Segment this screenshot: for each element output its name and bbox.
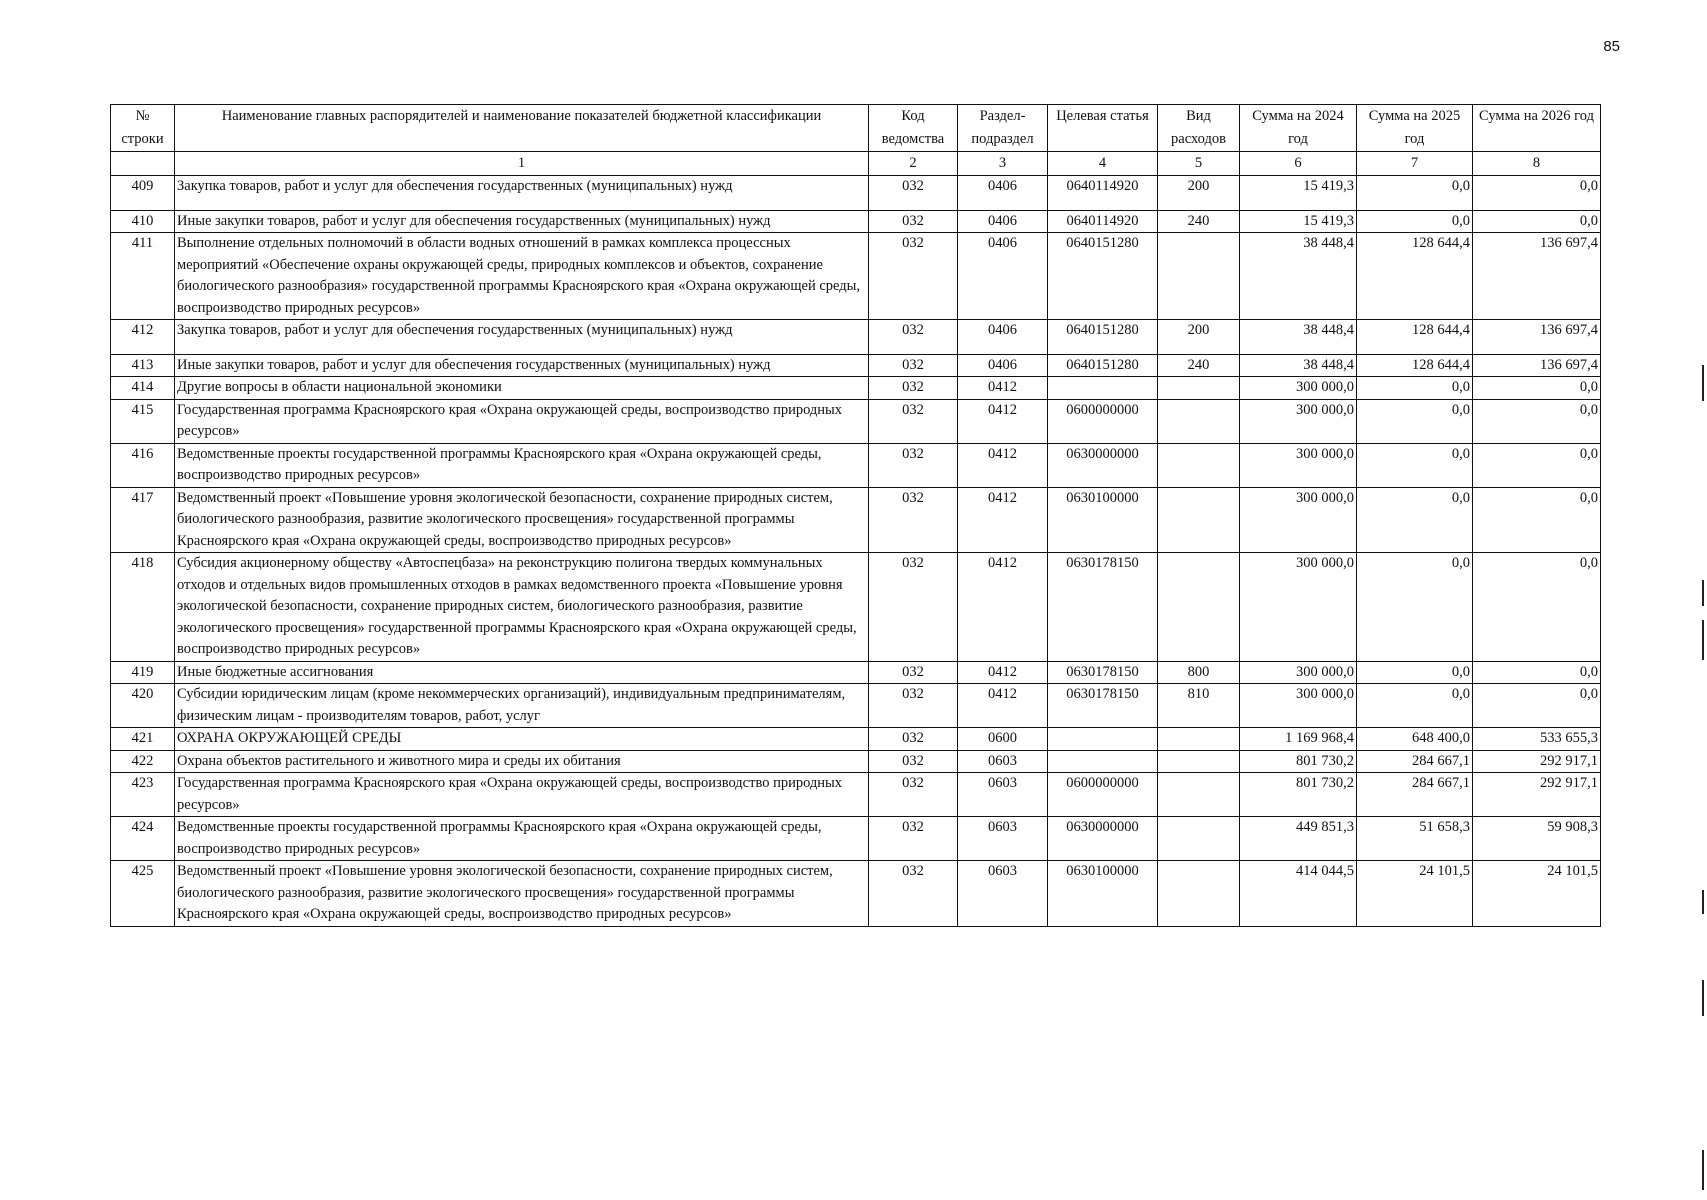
column-number: 1 — [175, 152, 869, 176]
department-code-cell: 032 — [869, 399, 958, 443]
sum-2024-cell: 300 000,0 — [1240, 684, 1357, 728]
department-code-cell: 032 — [869, 861, 958, 927]
section-cell: 0412 — [958, 377, 1048, 400]
sum-2026-cell: 0,0 — [1473, 487, 1601, 553]
expense-type-cell — [1158, 377, 1240, 400]
target-article-cell: 0630100000 — [1048, 487, 1158, 553]
sum-2026-cell: 0,0 — [1473, 553, 1601, 662]
table-row — [111, 210, 1601, 233]
row-number-cell: 409 — [111, 176, 175, 211]
sum-2026-cell: 0,0 — [1473, 443, 1601, 487]
sum-2025-cell: 648 400,0 — [1357, 728, 1473, 751]
section-cell: 0406 — [958, 210, 1048, 233]
table-row — [111, 354, 1601, 377]
row-name-cell: Другие вопросы в области национальной экономики — [175, 377, 869, 400]
table-body — [111, 176, 1601, 927]
row-name-cell: Иные закупки товаров, работ и услуг для обеспечения государственных (муниципальных) нужд — [175, 354, 869, 377]
sum-2026-cell: 24 101,5 — [1473, 861, 1601, 927]
expense-type-cell: 200 — [1158, 320, 1240, 355]
header-section: Раздел-подраздел — [958, 105, 1048, 152]
column-number-row — [111, 152, 1601, 176]
expense-type-cell: 800 — [1158, 661, 1240, 684]
row-name-cell: Выполнение отдельных полномочий в области водных отношений в рамках комплекса процессных мероприятий «Обеспечение охраны окружающей среды, природных комплексов и объектов, сохранение биологического разнообразия» государственной программы Красноярского края «Охрана окружающей среды, воспроизводство природных ресурсов» — [175, 233, 869, 320]
target-article-cell — [1048, 750, 1158, 773]
department-code-cell: 032 — [869, 728, 958, 751]
section-cell: 0412 — [958, 399, 1048, 443]
department-code-cell: 032 — [869, 233, 958, 320]
page-number: 85 — [1603, 38, 1620, 55]
sum-2026-cell: 0,0 — [1473, 210, 1601, 233]
expense-type-cell: 810 — [1158, 684, 1240, 728]
table-row — [111, 487, 1601, 553]
column-number: 8 — [1473, 152, 1601, 176]
department-code-cell: 032 — [869, 354, 958, 377]
sum-2024-cell: 1 169 968,4 — [1240, 728, 1357, 751]
table-row — [111, 728, 1601, 751]
section-cell: 0412 — [958, 487, 1048, 553]
sum-2025-cell: 284 667,1 — [1357, 750, 1473, 773]
sum-2025-cell: 0,0 — [1357, 684, 1473, 728]
column-number: 3 — [958, 152, 1048, 176]
expense-type-cell — [1158, 399, 1240, 443]
sum-2024-cell: 414 044,5 — [1240, 861, 1357, 927]
column-number: 6 — [1240, 152, 1357, 176]
row-name-cell: Ведомственный проект «Повышение уровня экологической безопасности, сохранение природных систем, биологического разнообразия, развитие экологического просвещения» государственной программы Красноярского края «Охрана окружающей среды, воспроизводство природных ресурсов» — [175, 487, 869, 553]
table-row — [111, 553, 1601, 662]
header-sum-2024: Сумма на 2024 год — [1240, 105, 1357, 152]
sum-2026-cell: 0,0 — [1473, 684, 1601, 728]
row-number-cell: 411 — [111, 233, 175, 320]
header-name: Наименование главных распорядителей и наименование показателей бюджетной классификации — [175, 105, 869, 152]
expense-type-cell — [1158, 487, 1240, 553]
sum-2025-cell: 0,0 — [1357, 176, 1473, 211]
header-row-number: № строки — [111, 105, 175, 152]
row-name-cell: Иные закупки товаров, работ и услуг для обеспечения государственных (муниципальных) нужд — [175, 210, 869, 233]
sum-2024-cell: 449 851,3 — [1240, 817, 1357, 861]
column-number: 4 — [1048, 152, 1158, 176]
row-number-cell: 420 — [111, 684, 175, 728]
sum-2024-cell: 801 730,2 — [1240, 773, 1357, 817]
sum-2025-cell: 284 667,1 — [1357, 773, 1473, 817]
expense-type-cell — [1158, 817, 1240, 861]
table-row — [111, 684, 1601, 728]
sum-2025-cell: 0,0 — [1357, 443, 1473, 487]
row-number-cell: 412 — [111, 320, 175, 355]
table-row — [111, 773, 1601, 817]
target-article-cell: 0640114920 — [1048, 210, 1158, 233]
sum-2025-cell: 24 101,5 — [1357, 861, 1473, 927]
row-number-cell: 419 — [111, 661, 175, 684]
row-name-cell: Закупка товаров, работ и услуг для обеспечения государственных (муниципальных) нужд — [175, 176, 869, 211]
sum-2025-cell: 51 658,3 — [1357, 817, 1473, 861]
expense-type-cell — [1158, 773, 1240, 817]
department-code-cell: 032 — [869, 443, 958, 487]
sum-2026-cell: 0,0 — [1473, 176, 1601, 211]
row-number-cell: 410 — [111, 210, 175, 233]
scan-edge-mark — [1702, 620, 1704, 660]
sum-2026-cell: 136 697,4 — [1473, 233, 1601, 320]
table-row — [111, 750, 1601, 773]
expense-type-cell — [1158, 443, 1240, 487]
section-cell: 0412 — [958, 443, 1048, 487]
sum-2026-cell: 533 655,3 — [1473, 728, 1601, 751]
target-article-cell: 0630178150 — [1048, 661, 1158, 684]
target-article-cell: 0630178150 — [1048, 684, 1158, 728]
table-row — [111, 817, 1601, 861]
department-code-cell: 032 — [869, 684, 958, 728]
row-name-cell: Ведомственный проект «Повышение уровня экологической безопасности, сохранение природных систем, биологического разнообразия, развитие экологического просвещения» государственной программы Красноярского края «Охрана окружающей среды, воспроизводство природных ресурсов» — [175, 861, 869, 927]
sum-2026-cell: 0,0 — [1473, 399, 1601, 443]
row-number-cell: 422 — [111, 750, 175, 773]
budget-table — [110, 104, 1601, 927]
sum-2025-cell: 0,0 — [1357, 661, 1473, 684]
row-name-cell: Охрана объектов растительного и животного мира и среды их обитания — [175, 750, 869, 773]
sum-2024-cell: 38 448,4 — [1240, 320, 1357, 355]
sum-2024-cell: 300 000,0 — [1240, 377, 1357, 400]
row-number-cell: 421 — [111, 728, 175, 751]
target-article-cell — [1048, 377, 1158, 400]
row-number-cell: 423 — [111, 773, 175, 817]
row-name-cell: Субсидия акционерному обществу «Автоспецбаза» на реконструкцию полигона твердых коммунальных отходов и отдельных видов промышленных отходов в рамках ведомственного проекта «Повышение уровня экологической безопасности, сохранение природных систем, биологического разнообразия, развитие экологического просвещения» государственной программы Красноярского края «Охрана окружающей среды, воспроизводство природных ресурсов» — [175, 553, 869, 662]
sum-2025-cell: 0,0 — [1357, 553, 1473, 662]
sum-2024-cell: 300 000,0 — [1240, 661, 1357, 684]
department-code-cell: 032 — [869, 210, 958, 233]
target-article-cell: 0640151280 — [1048, 233, 1158, 320]
row-name-cell: Субсидии юридическим лицам (кроме некоммерческих организаций), индивидуальным предпринимателям, физическим лицам - производителям товаров, работ, услуг — [175, 684, 869, 728]
header-expense-type: Вид расходов — [1158, 105, 1240, 152]
expense-type-cell — [1158, 233, 1240, 320]
sum-2024-cell: 801 730,2 — [1240, 750, 1357, 773]
department-code-cell: 032 — [869, 553, 958, 662]
sum-2026-cell: 292 917,1 — [1473, 773, 1601, 817]
section-cell: 0406 — [958, 233, 1048, 320]
row-number-cell: 414 — [111, 377, 175, 400]
department-code-cell: 032 — [869, 750, 958, 773]
sum-2026-cell: 136 697,4 — [1473, 354, 1601, 377]
sum-2026-cell: 0,0 — [1473, 661, 1601, 684]
header-sum-2026: Сумма на 2026 год — [1473, 105, 1601, 152]
row-number-cell: 417 — [111, 487, 175, 553]
expense-type-cell: 200 — [1158, 176, 1240, 211]
target-article-cell: 0640151280 — [1048, 320, 1158, 355]
target-article-cell: 0630000000 — [1048, 817, 1158, 861]
column-number: 2 — [869, 152, 958, 176]
section-cell: 0600 — [958, 728, 1048, 751]
scan-edge-mark — [1702, 890, 1704, 914]
sum-2024-cell: 300 000,0 — [1240, 553, 1357, 662]
table-row — [111, 861, 1601, 927]
row-number-cell: 425 — [111, 861, 175, 927]
sum-2024-cell: 15 419,3 — [1240, 176, 1357, 211]
row-number-cell: 413 — [111, 354, 175, 377]
department-code-cell: 032 — [869, 377, 958, 400]
department-code-cell: 032 — [869, 487, 958, 553]
department-code-cell: 032 — [869, 176, 958, 211]
expense-type-cell — [1158, 861, 1240, 927]
target-article-cell: 0600000000 — [1048, 773, 1158, 817]
sum-2025-cell: 128 644,4 — [1357, 320, 1473, 355]
department-code-cell: 032 — [869, 817, 958, 861]
table-row — [111, 661, 1601, 684]
header-sum-2025: Сумма на 2025 год — [1357, 105, 1473, 152]
target-article-cell: 0600000000 — [1048, 399, 1158, 443]
target-article-cell: 0630100000 — [1048, 861, 1158, 927]
expense-type-cell — [1158, 750, 1240, 773]
row-name-cell: Закупка товаров, работ и услуг для обеспечения государственных (муниципальных) нужд — [175, 320, 869, 355]
row-name-cell: Ведомственные проекты государственной программы Красноярского края «Охрана окружающей среды, воспроизводство природных ресурсов» — [175, 817, 869, 861]
row-name-cell: Государственная программа Красноярского края «Охрана окружающей среды, воспроизводство природных ресурсов» — [175, 773, 869, 817]
sum-2024-cell: 300 000,0 — [1240, 487, 1357, 553]
expense-type-cell: 240 — [1158, 354, 1240, 377]
sum-2026-cell: 292 917,1 — [1473, 750, 1601, 773]
row-name-cell: Ведомственные проекты государственной программы Красноярского края «Охрана окружающей среды, воспроизводство природных ресурсов» — [175, 443, 869, 487]
section-cell: 0603 — [958, 750, 1048, 773]
department-code-cell: 032 — [869, 661, 958, 684]
scan-edge-mark — [1702, 980, 1704, 1016]
sum-2025-cell: 0,0 — [1357, 210, 1473, 233]
row-number-cell: 424 — [111, 817, 175, 861]
scan-edge-mark — [1702, 580, 1704, 606]
table-row — [111, 320, 1601, 355]
section-cell: 0412 — [958, 661, 1048, 684]
section-cell: 0406 — [958, 320, 1048, 355]
sum-2026-cell: 136 697,4 — [1473, 320, 1601, 355]
sum-2024-cell: 300 000,0 — [1240, 399, 1357, 443]
sum-2026-cell: 0,0 — [1473, 377, 1601, 400]
sum-2024-cell: 38 448,4 — [1240, 354, 1357, 377]
section-cell: 0406 — [958, 176, 1048, 211]
row-name-cell: Иные бюджетные ассигнования — [175, 661, 869, 684]
header-row — [111, 105, 1601, 152]
expense-type-cell — [1158, 553, 1240, 662]
header-target-article: Целевая статья — [1048, 105, 1158, 152]
expense-type-cell — [1158, 728, 1240, 751]
scan-edge-mark — [1702, 1150, 1704, 1190]
scan-edge-mark — [1702, 365, 1704, 401]
target-article-cell — [1048, 728, 1158, 751]
row-number-cell: 418 — [111, 553, 175, 662]
table-row — [111, 233, 1601, 320]
column-number: 5 — [1158, 152, 1240, 176]
row-number-cell: 416 — [111, 443, 175, 487]
target-article-cell: 0630178150 — [1048, 553, 1158, 662]
sum-2025-cell: 128 644,4 — [1357, 233, 1473, 320]
sum-2026-cell: 59 908,3 — [1473, 817, 1601, 861]
target-article-cell: 0640151280 — [1048, 354, 1158, 377]
sum-2024-cell: 300 000,0 — [1240, 443, 1357, 487]
table-row — [111, 377, 1601, 400]
column-number — [111, 152, 175, 176]
section-cell: 0603 — [958, 773, 1048, 817]
expense-type-cell: 240 — [1158, 210, 1240, 233]
sum-2024-cell: 38 448,4 — [1240, 233, 1357, 320]
section-cell: 0406 — [958, 354, 1048, 377]
section-cell: 0412 — [958, 684, 1048, 728]
table-row — [111, 443, 1601, 487]
section-cell: 0603 — [958, 817, 1048, 861]
target-article-cell: 0640114920 — [1048, 176, 1158, 211]
table-row — [111, 399, 1601, 443]
sum-2024-cell: 15 419,3 — [1240, 210, 1357, 233]
department-code-cell: 032 — [869, 320, 958, 355]
sum-2025-cell: 0,0 — [1357, 487, 1473, 553]
row-number-cell: 415 — [111, 399, 175, 443]
sum-2025-cell: 0,0 — [1357, 399, 1473, 443]
sum-2025-cell: 0,0 — [1357, 377, 1473, 400]
row-name-cell: ОХРАНА ОКРУЖАЮЩЕЙ СРЕДЫ — [175, 728, 869, 751]
section-cell: 0603 — [958, 861, 1048, 927]
table-row — [111, 176, 1601, 211]
department-code-cell: 032 — [869, 773, 958, 817]
sum-2025-cell: 128 644,4 — [1357, 354, 1473, 377]
target-article-cell: 0630000000 — [1048, 443, 1158, 487]
column-number: 7 — [1357, 152, 1473, 176]
header-department-code: Код ведомства — [869, 105, 958, 152]
section-cell: 0412 — [958, 553, 1048, 662]
row-name-cell: Государственная программа Красноярского края «Охрана окружающей среды, воспроизводство природных ресурсов» — [175, 399, 869, 443]
